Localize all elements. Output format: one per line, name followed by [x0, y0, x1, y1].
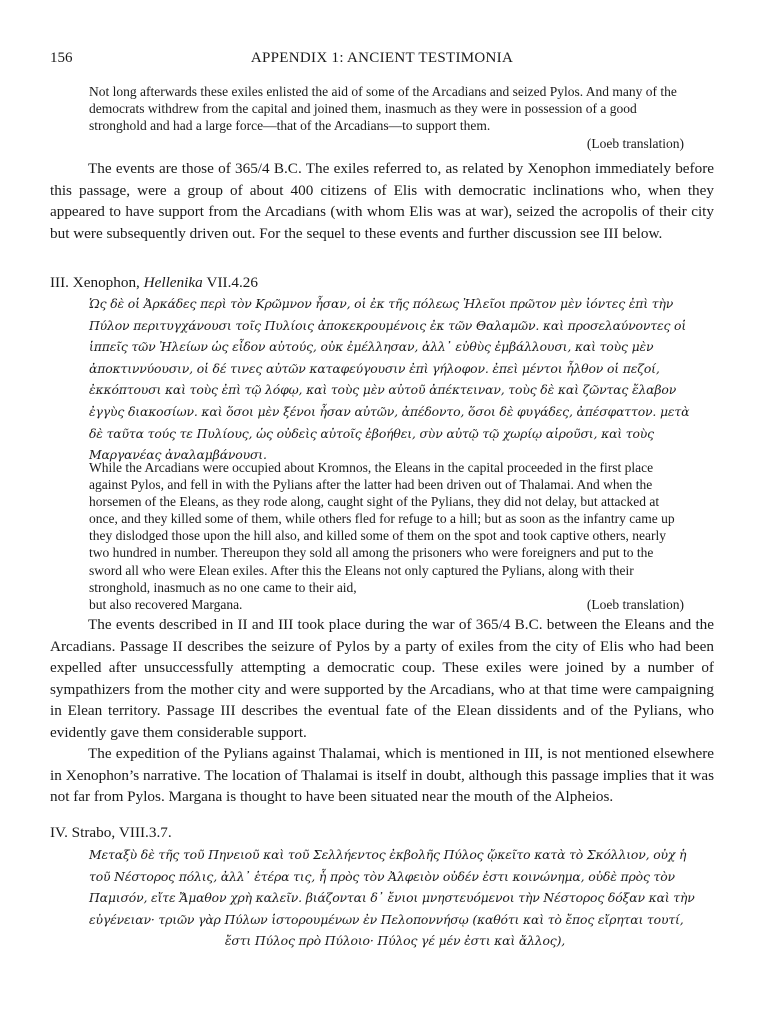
commentary-paragraphs	[50, 614, 714, 808]
section-heading-3	[50, 273, 650, 293]
quote-text: While the Arcadians were occupied about Kromnos, the Eleans in the capital proceeded in the first place against Pylos, and fell in with the Pylians after the latter had been driven out of Thalamai. And when the horsemen of the Eleans, as they rode along, caught sight of the Pylians, they did not delay, but attacked at once, and they killed some of them, while others fled for refuge to a hill; but as soon as the infantry came up they dislodged those upon the hill also, and killed some of them on the spot and took captive others, nearly two hundred in number. Thereupon they sold all among the prisoners who were foreigners and put to the sword all who were Elean exiles. After this the Eleans not only captured the Pylians, along with their stronghold, inasmuch as no one came to their aid,	[89, 460, 675, 595]
section-reference: VII.4.26	[206, 274, 258, 291]
paragraph-text-2: The events described in II and III took place during the war of 365/4 B.C. between the Eleans and the Arcadians. Passage II describes the seizure of Pylos by a party of exiles from the city of Elis who had been expelled after unsuccessfully attempting a democratic coup. These exiles were joined by a number of sympathizers from the mother city and were supported by the Arcadians, who at that time were campaigning in Elean territory. Passage III describes the eventual fate of the Elean dissidents and of the Pylians, who evidently gave them considerable support.	[50, 616, 714, 741]
section-work: Hellenika	[143, 274, 203, 291]
translation-quote-3	[89, 459, 684, 613]
section-author: Xenophon,	[72, 274, 140, 291]
greek-passage-4	[89, 844, 701, 952]
section-heading-4	[50, 823, 650, 843]
paragraph-text: The events are those of 365/4 B.C. The exiles referred to, as related by Xenophon immediately before this passage, were a group of about 400 citizens of Elis with democratic inclinations who, when they appeared to have support from the Arcadians (with whom Elis was at war), seized the acropolis of their city but were subsequently driven out. For the sequel to these events and further discussion see III below.	[50, 160, 714, 242]
translation-quote-2	[89, 83, 684, 152]
commentary-paragraph-1	[50, 158, 714, 244]
page-header	[50, 50, 714, 70]
greek-text: Ὡς δὲ οἱ Ἀρκάδες περὶ τὸν Κρῶμνον ἦσαν, οἱ ἐκ τῆς πόλεως Ἠλεῖοι πρῶτον μὲν ἰόντες ἐπὶ τὴν Πύλον περιτυγχάνουσι τοῖς Πυλίοις ἀποκεκρουμένοις ἐκ τῶν Θαλαμῶν. καὶ προσελαύνοντες οἱ ἱππεῖς τῶν Ἠλείων ὡς εἶδον αὐτούς, οὐκ ἐμέλλησαν, ἀλλ᾽ εὐθὺς ἐμβάλλουσι, καὶ τοὺς μὲν ἀποκτιννύουσιν, οἱ δέ τινες αὐτῶν καταφεύγουσιν ἐπὶ γήλοφον. ἐπεὶ μέντοι ἦλθον οἱ πεζοί, ἐκκόπτουσι καὶ τοὺς ἐπὶ τῷ λόφῳ, καὶ τοὺς μὲν αὐτοῦ ἀπέκτειναν, τοὺς δὲ καὶ ζῶντας ἔλαβον ἐγγὺς διακοσίων. καὶ ὅσοι μὲν ξένοι ἦσαν αὐτῶν, ἀπέδοντο, ὅσοι δὲ φυγάδες, ἀπέσφαττον. μετὰ δὲ ταῦτα τούς τε Πυλίους, ὡς οὐδεὶς αὐτοῖς ἐβοήθει, σὺν αὐτῷ τῷ χωρίῳ αἱροῦσι, καὶ τοὺς Μαργανέας ἀναλαμβάνουσι.	[89, 296, 690, 463]
running-title: APPENDIX 1: ANCIENT TESTIMONIA	[250, 50, 514, 66]
section-author: Strabo,	[71, 824, 116, 841]
greek-text: Μεταξὺ δὲ τῆς τοῦ Πηνειοῦ καὶ τοῦ Σελλήεντος ἐκβολῆς Πύλος ᾤκεῖτο κατὰ τὸ Σκόλλιον, οὐχ ἡ τοῦ Νέστορος πόλις, ἀλλ᾽ ἑτέρα τις, ἧ πρὸς τὸν Ἀλφειὸν οὐδέν ἐστι κοινώνημα, οὐδὲ πρὸς τὸν Παμισόν, εἴτε Ἄμαθον χρὴ καλεῖν. βιάζονται δ᾽ ἔνιοι μνηστευόμενοι τὴν Νέστορος δόξαν καὶ τὴν εὐγένειαν· τριῶν γὰρ Πύλων ἱστορουμένων ἐν Πελοποννήσῳ (καθότι καὶ τὸ ἔπος εἴρηται τουτί,	[89, 847, 695, 927]
paragraph-text-3: The expedition of the Pylians against Thalamai, which is mentioned in III, is not mentioned elsewhere in Xenophon’s narrative. The location of Thalamai is itself in doubt, although this passage implies that it was not far from Pylos. Margana is thought to have been situated near the mouth of the Alpheios.	[50, 745, 714, 805]
quote-attribution: (Loeb translation)	[586, 596, 684, 612]
quote-last-line	[89, 596, 684, 613]
section-number: IV.	[50, 824, 68, 841]
quote-last-line-text: but also recovered Margana.	[89, 596, 243, 612]
quote-text: Not long afterwards these exiles enlisted the aid of some of the Arcadians and seized Pylos. And many of the democrats withdrew from the capital and joined them, inasmuch as they were in possession of a good stronghold and had a large force—that of the Arcadians—to support them.	[89, 84, 677, 134]
greek-verse-line: ἔστι Πύλος πρὸ Πύλοιο· Πύλος γέ μέν ἐστι καὶ ἄλλος),	[224, 933, 566, 949]
section-reference: VIII.3.7.	[118, 824, 172, 841]
section-number: III.	[50, 274, 69, 291]
greek-passage-3	[89, 293, 701, 466]
page-number: 156	[50, 50, 73, 66]
quote-attribution: (Loeb translation)	[586, 135, 684, 151]
